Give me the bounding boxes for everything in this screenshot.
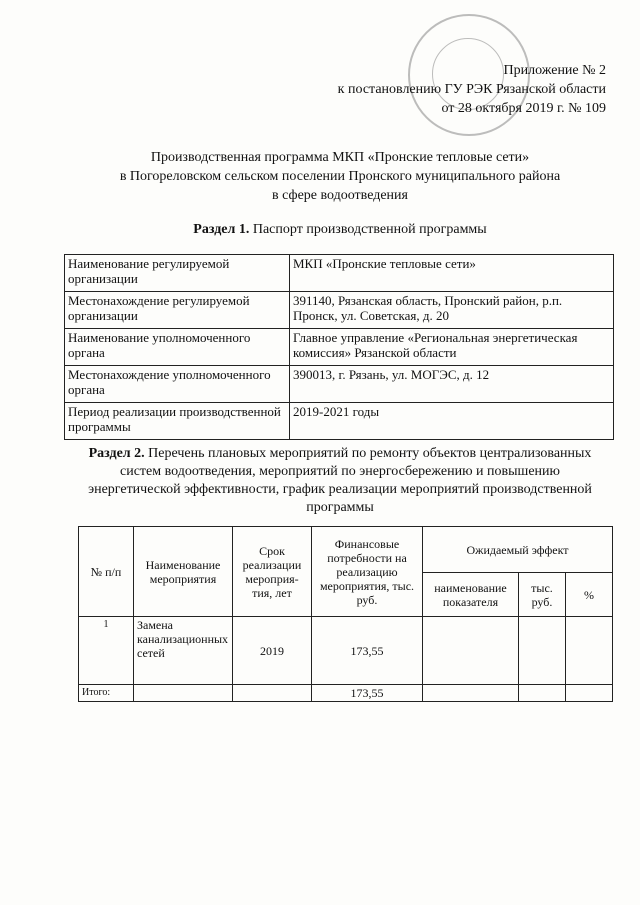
document-title [60, 148, 620, 205]
passport-value: 391140, Рязанская область, Пронский район, р.п. Пронск, ул. Советская, д. 20 [290, 292, 614, 329]
passport-table [64, 254, 614, 440]
table-row [65, 255, 614, 292]
passport-value: 2019-2021 годы [290, 403, 614, 440]
row-fin: 173,55 [312, 617, 423, 685]
header-effect: Ожидаемый эффект [423, 527, 613, 573]
header-rub: тыс. руб. [519, 573, 566, 617]
passport-value: 390013, г. Рязань, ул. МОГЭС, д. 12 [290, 366, 614, 403]
row-indicator [423, 617, 519, 685]
table-row [65, 366, 614, 403]
section-2-label: Раздел 2. [88, 446, 145, 461]
passport-key: Местонахождение уполномоченного органа [65, 366, 290, 403]
total-fin: 173,55 [312, 685, 423, 702]
header-pct: % [566, 573, 613, 617]
title-line-2: в Погореловском сельском поселении Пронского муниципального района [119, 169, 561, 184]
row-rub [519, 617, 566, 685]
appendix-line-3: от 28 октября 2019 г. № 109 [441, 101, 606, 116]
total-label: Итого: [79, 685, 134, 702]
header-indicator: наименование показателя [423, 573, 519, 617]
section-2-heading [80, 445, 600, 517]
row-term: 2019 [233, 617, 312, 685]
empty-cell [233, 685, 312, 702]
measures-table [78, 526, 613, 702]
header-num: № п/п [79, 527, 134, 617]
empty-cell [566, 685, 613, 702]
header-name: Наименование мероприятия [134, 527, 233, 617]
title-line-3: в сфере водоотведения [272, 188, 408, 203]
appendix-line-2: к постановлению ГУ РЭК Рязанской области [337, 82, 606, 97]
table-row [65, 329, 614, 366]
section-2-title: Перечень плановых мероприятий по ремонту объектов централизованных систем водоотведения, мероприятий по энергосбережению и повышению энергетической эффективности, график реализации мероприятий производственной программы [88, 446, 592, 515]
header-term: Срок реализации мероприя-тия, лет [233, 527, 312, 617]
table-row [65, 403, 614, 440]
total-row [79, 685, 613, 702]
passport-key: Местонахождение регулируемой организации [65, 292, 290, 329]
row-num: 1 [79, 617, 134, 685]
passport-key: Наименование регулируемой организации [65, 255, 290, 292]
section-1-title: Паспорт производственной программы [252, 222, 487, 237]
title-line-1: Производственная программа МКП «Пронские тепловые сети» [150, 150, 530, 165]
empty-cell [134, 685, 233, 702]
passport-value: МКП «Пронские тепловые сети» [290, 255, 614, 292]
row-name: Замена канализационных сетей [134, 617, 233, 685]
passport-value: Главное управление «Региональная энергетическая комиссия» Рязанской области [290, 329, 614, 366]
appendix-line-1: Приложение № 2 [503, 63, 606, 78]
section-1-heading [60, 222, 620, 238]
passport-key: Наименование уполномоченного органа [65, 329, 290, 366]
row-pct [566, 617, 613, 685]
table-row [79, 617, 613, 685]
empty-cell [519, 685, 566, 702]
section-1-label: Раздел 1. [193, 222, 250, 237]
header-fin: Финансовые потребности на реализацию мероприятия, тыс. руб. [312, 527, 423, 617]
empty-cell [423, 685, 519, 702]
table-row [65, 292, 614, 329]
table-header-row [79, 527, 613, 573]
appendix-header [338, 61, 606, 118]
passport-key: Период реализации производственной программы [65, 403, 290, 440]
